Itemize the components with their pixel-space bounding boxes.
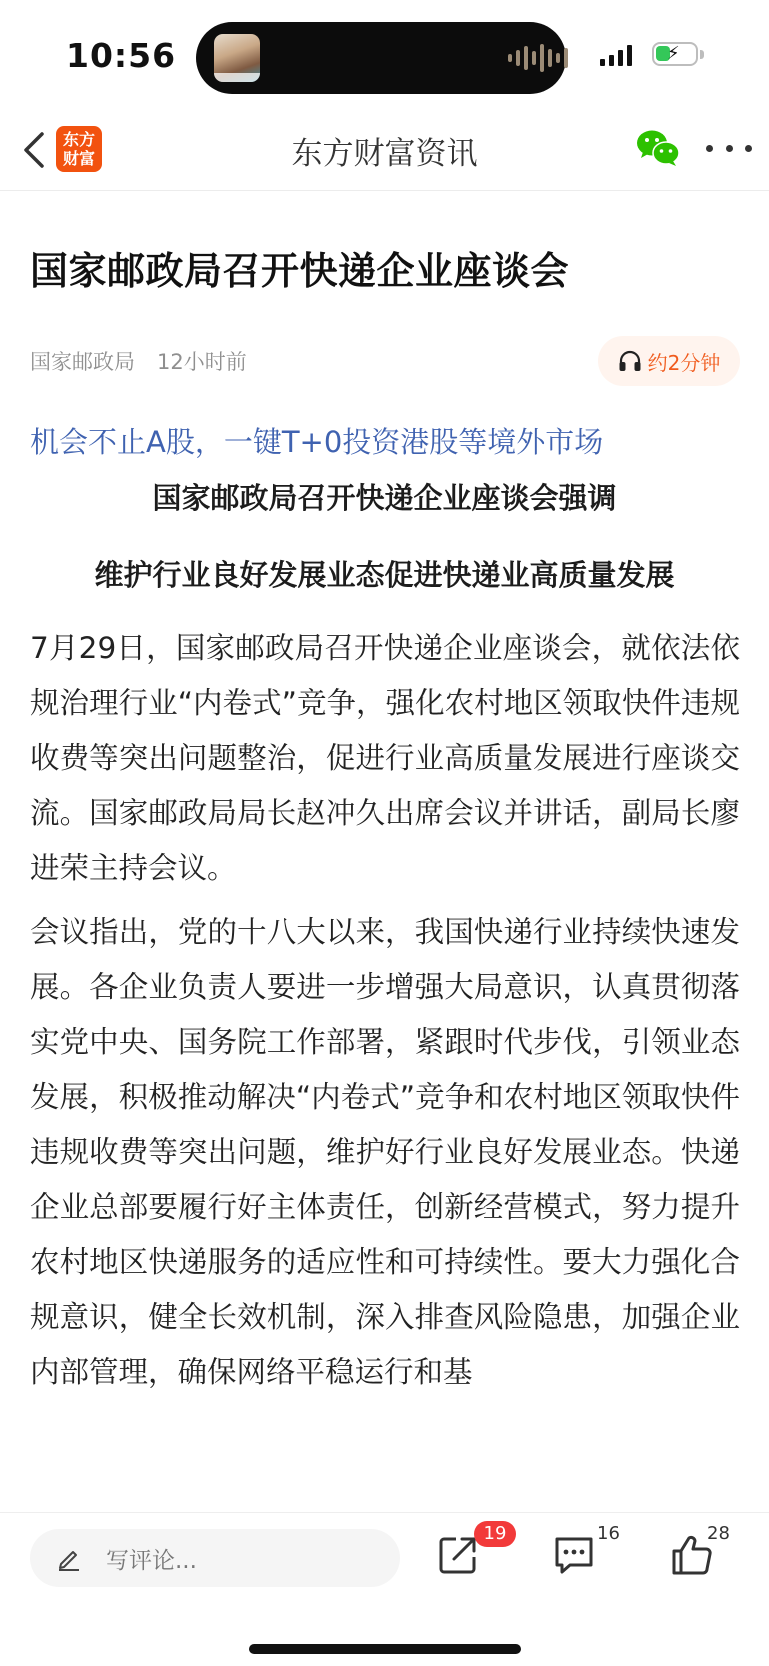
- article-meta: [30, 346, 247, 376]
- article-time: 12小时前: [157, 350, 247, 374]
- promo-link[interactable]: 机会不止A股，一键T+0投资港股等境外市场: [30, 425, 604, 459]
- battery-icon: ⚡: [652, 42, 698, 66]
- dynamic-island[interactable]: [196, 22, 566, 94]
- comment-placeholder: 写评论...: [106, 1547, 197, 1574]
- logo-text-top: 东方: [62, 130, 95, 149]
- article-title: 国家邮政局召开快递企业座谈会: [30, 249, 570, 293]
- more-icon[interactable]: [706, 130, 752, 166]
- nav-bar: [0, 110, 769, 191]
- status-bar: [0, 0, 769, 110]
- headphones-icon: [618, 350, 642, 372]
- share-count-badge: 19: [474, 1521, 516, 1547]
- nav-title: 东方财富资讯: [291, 136, 478, 172]
- article-subhead: 国家邮政局召开快递企业座谈会强调: [152, 481, 617, 515]
- article-paragraph: 会议指出，党的十八大以来，我国快递行业持续快速发展。各企业负责人要进一步增强大局意识，认真贯彻落实党中央、国务院工作部署，紧跟时代步伐，引领业态发展，积极推动解决“内卷式”竞争和农村地区领取快件违规收费等突出问题，维护好行业良好发展业态。快递企业总部要履行好主体责任，创新经营模式，努力提升农村地区快递服务的适应性和可持续性。要大力强化合规意识，健全长效机制，深入排查风险隐患，加强企业内部管理，确保网络平稳运行和基: [30, 915, 740, 1389]
- bottom-action-bar: [0, 1512, 769, 1666]
- pencil-icon: [56, 1545, 82, 1571]
- wechat-share-icon[interactable]: [636, 128, 680, 168]
- now-playing-artwork: [214, 34, 260, 82]
- article-subhead: 维护行业良好发展业态促进快递业高质量发展: [94, 558, 675, 592]
- share-icon[interactable]: [436, 1533, 480, 1577]
- logo-text-bottom: 财富: [62, 149, 95, 168]
- home-indicator[interactable]: [249, 1644, 521, 1654]
- comment-input[interactable]: [30, 1529, 400, 1587]
- comment-count: 16: [597, 1523, 620, 1544]
- comment-icon[interactable]: [552, 1533, 596, 1577]
- like-count: 28: [707, 1523, 730, 1544]
- listen-button[interactable]: [598, 336, 740, 386]
- app-logo[interactable]: [56, 126, 102, 172]
- cellular-signal-icon: [600, 44, 632, 66]
- article-paragraph: 7月29日，国家邮政局召开快递企业座谈会，就依法依规治理行业“内卷式”竞争，强化农村地区领取快件违规收费等突出问题整治，促进行业高质量发展进行座谈交流。国家邮政局局长赵冲久出席会议并讲话，副局长廖进荣主持会议。: [30, 631, 740, 885]
- status-icons: [600, 40, 730, 70]
- audio-waveform-icon: [508, 44, 568, 72]
- listen-duration: 约2分钟: [647, 350, 721, 375]
- status-time: 10:56: [66, 36, 177, 75]
- back-icon[interactable]: [16, 128, 56, 172]
- article-source[interactable]: 国家邮政局: [30, 350, 135, 374]
